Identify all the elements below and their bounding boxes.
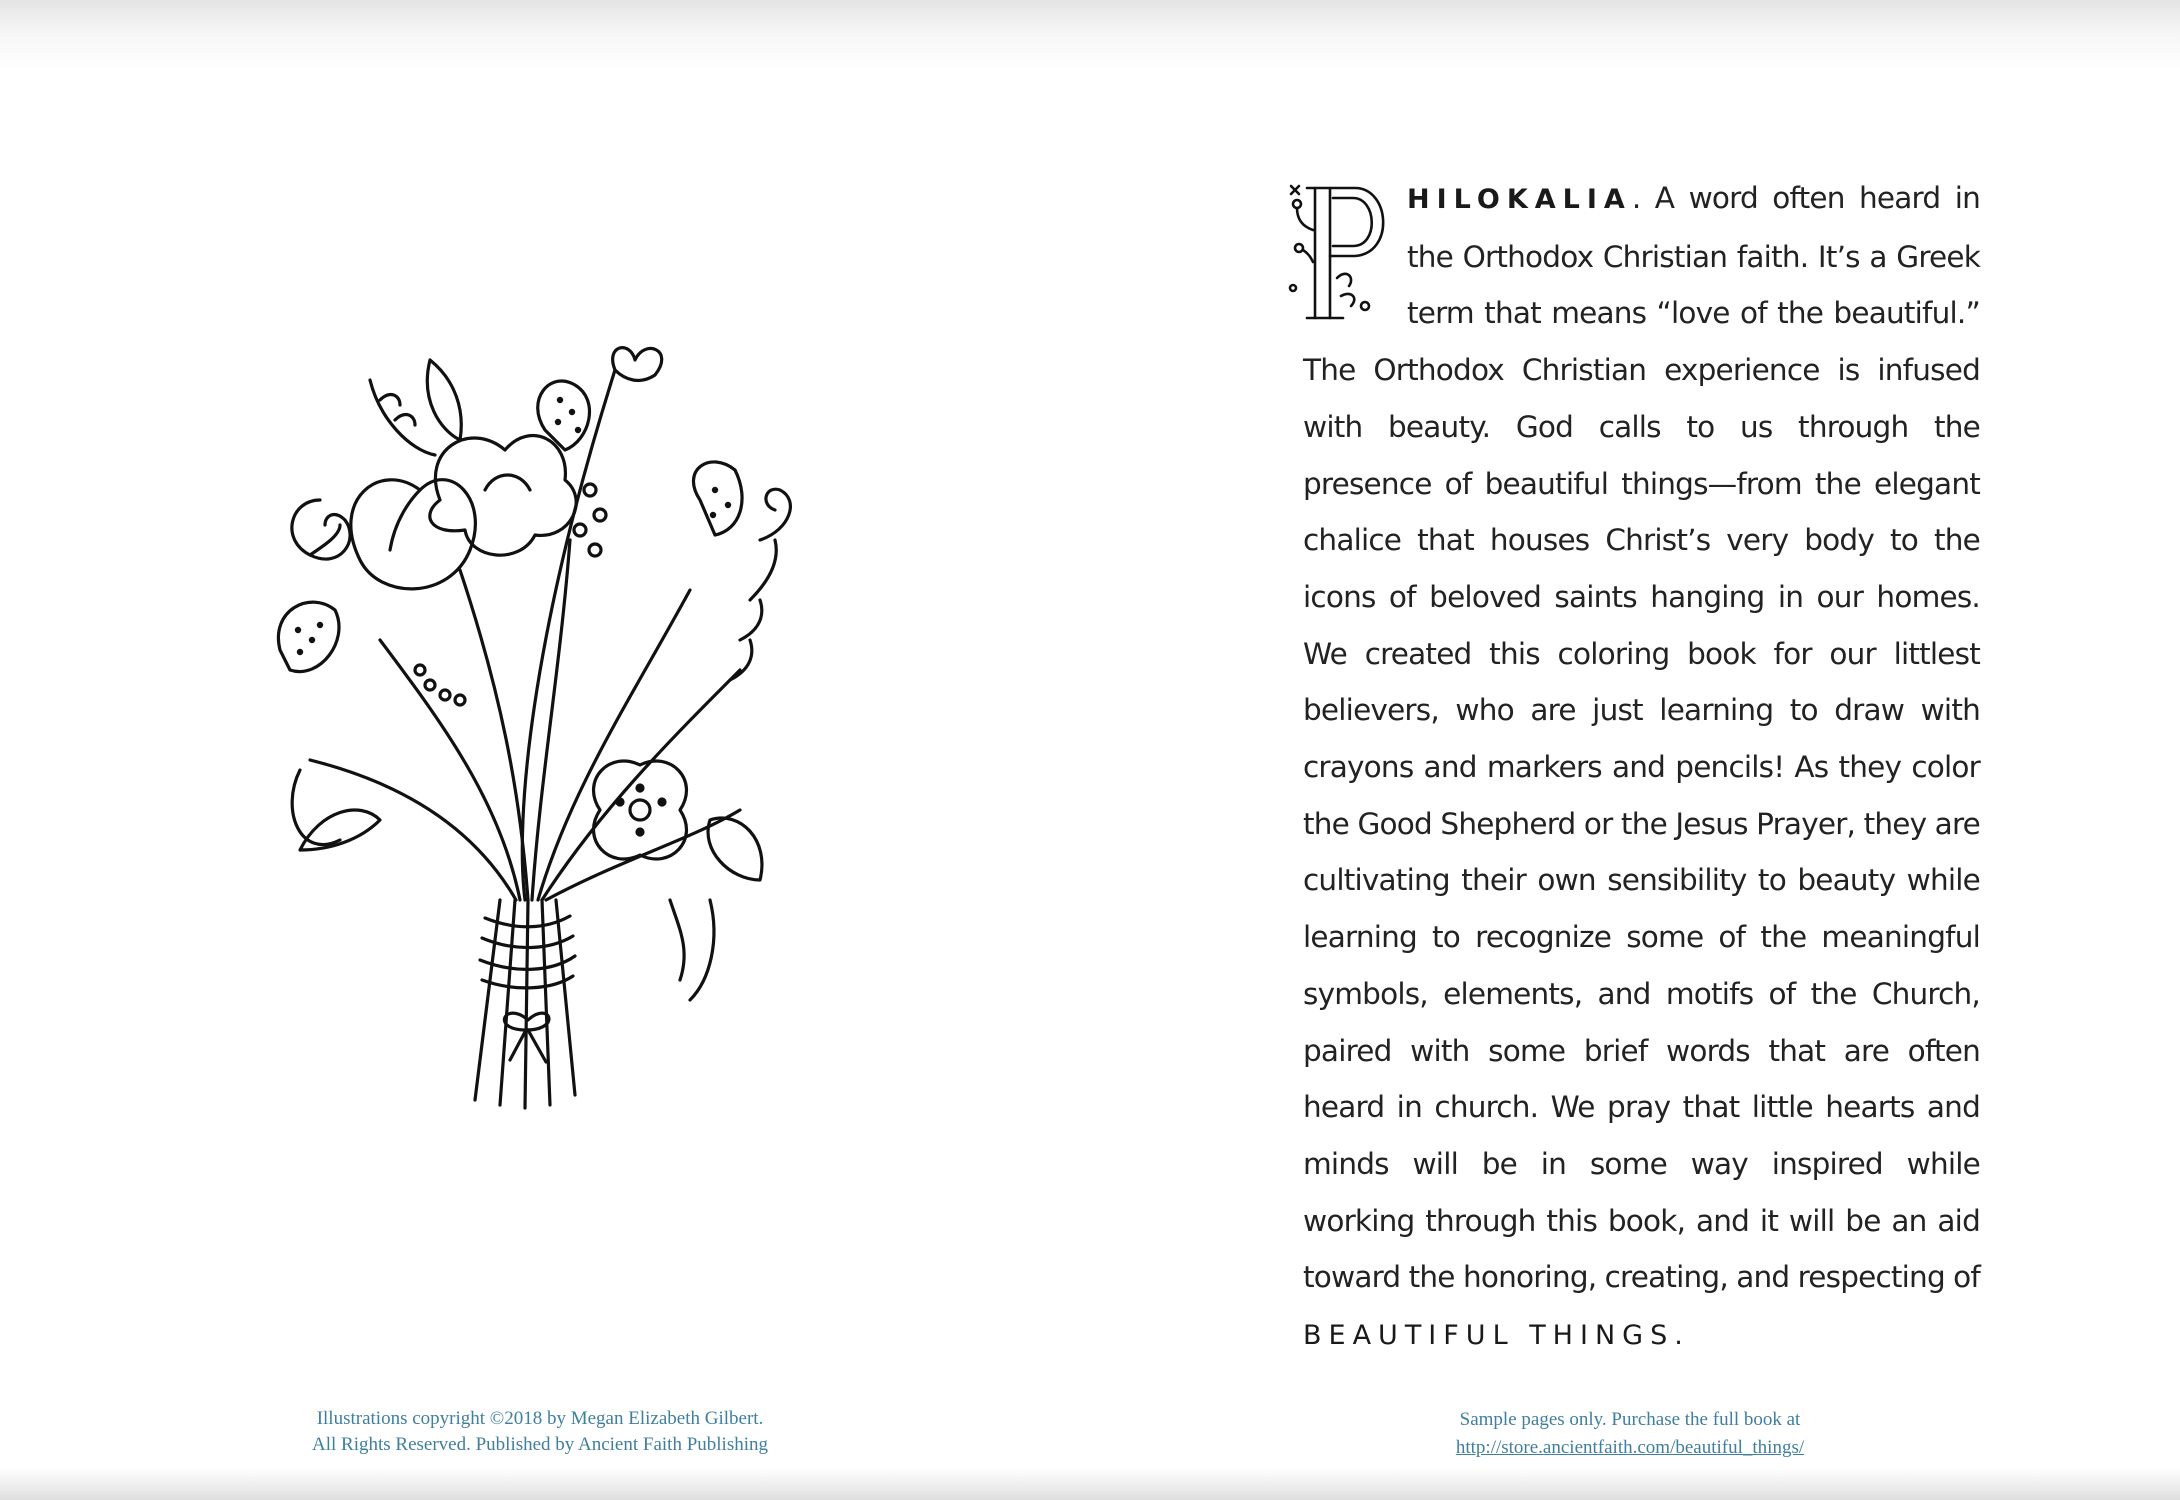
lead-word: HILOKALIA bbox=[1407, 184, 1632, 215]
intro-paragraph bbox=[1303, 170, 1980, 1365]
store-link[interactable]: http://store.ancientfaith.com/beautiful_things/ bbox=[1455, 1437, 1805, 1458]
right-page bbox=[1090, 0, 2180, 1500]
closing-words: BEAUTIFUL THINGS. bbox=[1303, 1320, 1690, 1352]
copyright-line-1: Illustrations copyright ©2018 by Megan Elizabeth Gilbert. bbox=[316, 1408, 764, 1429]
sample-notice-footer bbox=[1330, 1406, 1930, 1462]
body-text: . A word often heard in the Orthodox Christian faith. It’s a Greek term that means “love of the beautiful.” The Orthodox Christian experience is infused with beauty. God calls to us through the presence of beautiful things—from the elegant chalice that houses Christ’s very body to the icons of beloved saints hanging in our homes. We created this coloring book for our littlest believers, who are just learning to draw with crayons and markers and pencils! As they color the Good Shepherd or the Jesus Prayer, they are cultivating their own sensibility to beauty while learning to recognize some of the meaningful symbols, elements, and motifs of the Church, paired with some brief words that are often heard in church. We pray that little hearts and minds will be in some way inspired while working through this book, and it will be an aid toward the honoring, creating, and respecting of bbox=[1303, 181, 1980, 1295]
copyright-footer bbox=[240, 1406, 840, 1458]
sample-notice-line: Sample pages only. Purchase the full book at bbox=[1459, 1409, 1801, 1430]
flower-bouquet-illustration bbox=[270, 340, 810, 1120]
decorated-dropcap bbox=[1285, 178, 1403, 328]
copyright-line-2: All Rights Reserved. Published by Ancient Faith Publishing bbox=[312, 1434, 768, 1455]
